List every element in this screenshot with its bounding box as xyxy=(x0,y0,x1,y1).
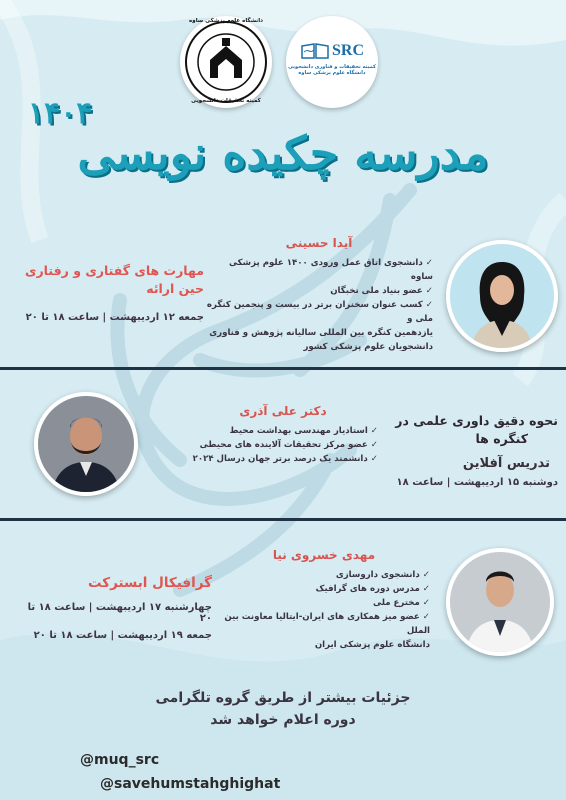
footer-info xyxy=(120,690,446,728)
person-avatar-icon xyxy=(450,244,554,348)
speaker-name: آیدا حسینی xyxy=(285,236,353,250)
bio-item: ✓ عضو مرکز تحقیقات آلاینده های محیطی xyxy=(188,438,378,452)
topic-subtitle: حین ارائه xyxy=(146,281,204,296)
speaker-photo-khosravinia xyxy=(446,548,554,656)
topic-subtitle: کنگره ها xyxy=(475,431,528,446)
bio-item: دانشگاه علوم پزشکی ایران xyxy=(314,640,430,650)
footer-line2: دوره اعلام خواهد شد xyxy=(210,712,356,728)
bio-item: ✓ استادیار مهندسی بهداشت محیط xyxy=(188,424,378,438)
bio-item: ✓ دانشمند یک درصد برتر جهان درسال ۲۰۲۴ xyxy=(188,452,378,466)
university-logo xyxy=(180,16,272,108)
src-brand: SRC xyxy=(331,42,364,59)
bio-item: ✓ مدرس دوره های گرافیک xyxy=(218,582,430,596)
year-label: ۱۴۰۴ xyxy=(28,96,93,131)
speaker2-block xyxy=(188,404,378,466)
telegram-handle-2[interactable]: @savehumstahghighat xyxy=(100,776,281,792)
telegram-handle-1[interactable]: @muq_src xyxy=(80,752,160,768)
section-divider xyxy=(0,518,566,521)
topic3-block xyxy=(12,574,212,641)
teaching-mode: تدریس آفلاین xyxy=(462,456,550,471)
person-avatar-icon xyxy=(38,396,134,492)
bio-item: ✓ عضو میز همکاری های ایران-ایتالیا معاونت بین الملل xyxy=(218,610,430,638)
session-date: جمعه ۱۲ اردیبهشت | ساعت ۱۸ تا ۲۰ xyxy=(25,312,204,323)
bio-item: یازدهمین کنگره بین المللی سالیانه پژوهش و فناوری xyxy=(209,328,433,338)
university-seal-icon xyxy=(180,16,272,108)
logo-bottom-text: کمیته تحقیقات دانشجویی xyxy=(191,98,261,104)
person-avatar-icon xyxy=(450,552,550,652)
bio-item: دانشجویان علوم پزشکی کشور xyxy=(303,342,433,352)
session-date: جمعه ۱۹ اردیبهشت | ساعت ۱۸ تا ۲۰ xyxy=(33,630,212,641)
topic-title: نحوه دقیق داوری علمی در xyxy=(395,413,558,428)
book-icon xyxy=(300,42,330,60)
logo-top-text: دانشگاه علوم پزشکی ساوه xyxy=(189,18,263,24)
bio-item: ✓ دانشجوی اتاق عمل ورودی ۱۴۰۰ علوم پزشکی ساوه xyxy=(205,256,433,284)
footer-line1: جزئیات بیشتر از طریق گروه تلگرامی xyxy=(155,690,411,706)
speaker-bio-list xyxy=(205,256,433,354)
bio-item: ✓ دانشجوی داروسازی xyxy=(218,568,430,582)
src-logo xyxy=(286,16,378,108)
topic1-block xyxy=(14,262,204,323)
session-date: دوشنبه ۱۵ اردیبهشت | ساعت ۱۸ xyxy=(396,477,558,488)
speaker-photo-azari xyxy=(34,392,138,496)
page-title: مدرسه چکیده نویسی xyxy=(77,126,489,180)
speaker-name: دکتر علی آذری xyxy=(239,404,327,418)
speaker-bio-list xyxy=(218,568,430,652)
src-line1: کمیته تحقیقات و فناوری دانشجویی xyxy=(288,64,376,70)
session-date: چهارشنبه ۱۷ اردیبهشت | ساعت ۱۸ تا ۲۰ xyxy=(27,602,212,624)
bio-item: ✓ کسب عنوان سخنران برتر در بیست و پنجمین کنگره ملی و xyxy=(205,298,433,326)
speaker3-block xyxy=(218,548,430,652)
topic-title: گرافیکال ابسترکت xyxy=(87,575,212,591)
bio-item: ✓ مخترع ملی xyxy=(218,596,430,610)
topic-title: مهارت های گفتاری و رفتاری xyxy=(25,263,204,278)
speaker-bio-list xyxy=(188,424,378,466)
topic2-block xyxy=(388,412,558,488)
speaker-name: مهدی خسروی نیا xyxy=(272,548,376,562)
src-line2: دانشگاه علوم پزشکی ساوه xyxy=(298,70,366,76)
speaker1-block xyxy=(205,236,433,354)
speaker-photo-aida xyxy=(446,240,558,352)
bio-item: ✓ عضو بنیاد ملی نخبگان xyxy=(205,284,433,298)
section-divider xyxy=(0,367,566,370)
